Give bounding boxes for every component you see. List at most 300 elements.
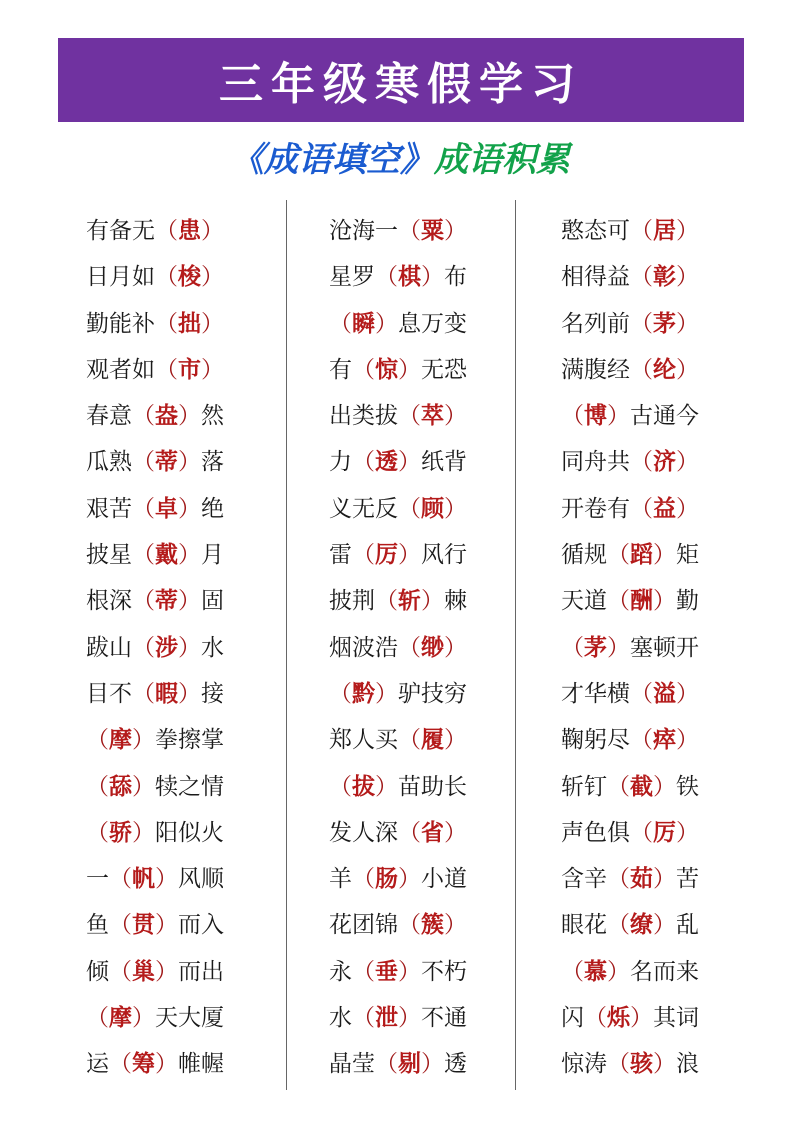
idiom-column-3 [515, 200, 744, 1090]
idiom-row [58, 625, 286, 671]
idiom-text-after: 古通今 [630, 403, 699, 430]
idiom-answer: 溢 [653, 680, 676, 707]
idiom-row [516, 1041, 744, 1087]
idiom-row [287, 578, 515, 624]
idiom-answer: 泄 [375, 1005, 398, 1032]
left-paren: （ [607, 542, 630, 569]
left-paren: （ [352, 866, 375, 893]
right-paren: ） [607, 403, 630, 430]
left-paren: （ [132, 449, 155, 476]
left-paren: （ [109, 912, 132, 939]
idiom-row [287, 625, 515, 671]
idiom-row [516, 949, 744, 995]
idiom-answer: 纶 [653, 356, 676, 383]
idiom-answer: 筹 [132, 1051, 155, 1078]
right-paren: ） [201, 356, 224, 383]
idiom-text-after: 无恐 [421, 356, 467, 383]
right-paren: ） [201, 310, 224, 337]
idiom-row [516, 254, 744, 300]
idiom-column-2 [286, 200, 515, 1090]
right-paren: ） [421, 588, 444, 615]
idiom-text-before: 憨态可 [561, 218, 630, 244]
idiom-text-after: 阳似火 [155, 819, 224, 846]
right-paren: ） [178, 542, 201, 569]
idiom-row [516, 393, 744, 439]
left-paren: （ [607, 588, 630, 615]
idiom-row [516, 208, 744, 254]
right-paren: ） [444, 727, 467, 754]
right-paren: ） [398, 866, 421, 893]
left-paren: （ [109, 866, 132, 893]
idiom-answer: 肠 [375, 866, 398, 893]
left-paren: （ [398, 634, 421, 661]
right-paren: ） [201, 264, 224, 291]
right-paren: ） [444, 218, 467, 244]
idiom-row [58, 578, 286, 624]
right-paren: ） [444, 403, 467, 430]
left-paren: （ [155, 218, 178, 244]
right-paren: ） [155, 958, 178, 985]
idiom-text-before: 眼花 [561, 912, 607, 939]
idiom-answer: 惊 [375, 356, 398, 383]
idiom-row [516, 995, 744, 1041]
left-paren: （ [132, 634, 155, 661]
idiom-text-after: 勤 [676, 588, 699, 615]
left-paren: （ [607, 866, 630, 893]
left-paren: （ [155, 356, 178, 383]
idiom-answer: 拙 [178, 310, 201, 337]
idiom-text-after: 驴技穷 [398, 680, 467, 707]
left-paren: （ [607, 1051, 630, 1078]
idiom-row [287, 439, 515, 485]
left-paren: （ [352, 542, 375, 569]
left-paren: （ [352, 356, 375, 383]
idiom-row [58, 208, 286, 254]
idiom-answer: 棋 [398, 264, 421, 291]
left-paren: （ [607, 912, 630, 939]
subtitle-idiom-accumulation: 成语积累 [434, 140, 570, 180]
idiom-text-after: 然 [201, 403, 224, 430]
right-paren: ） [421, 1051, 444, 1078]
idiom-answer: 厉 [375, 542, 398, 569]
left-paren: （ [398, 495, 421, 522]
idiom-row [516, 671, 744, 717]
left-paren: （ [86, 1005, 109, 1032]
idiom-row [287, 393, 515, 439]
right-paren: ） [676, 819, 699, 846]
idiom-text-before: 有备无 [86, 218, 155, 244]
left-paren: （ [329, 310, 352, 337]
idiom-answer: 盎 [155, 403, 178, 430]
idiom-row [58, 856, 286, 902]
idiom-text-before: 晶莹 [329, 1051, 375, 1078]
idiom-answer: 粟 [421, 218, 444, 244]
left-paren: （ [109, 958, 132, 985]
idiom-text-before: 一 [86, 866, 109, 893]
idiom-text-before: 循规 [561, 542, 607, 569]
right-paren: ） [676, 356, 699, 383]
idiom-text-after: 风顺 [178, 866, 224, 893]
left-paren: （ [561, 634, 584, 661]
right-paren: ） [178, 634, 201, 661]
right-paren: ） [444, 912, 467, 939]
idiom-text-before: 发人深 [329, 819, 398, 846]
idiom-answer: 拔 [352, 773, 375, 800]
idiom-text-after: 塞顿开 [630, 634, 699, 661]
idiom-row [516, 902, 744, 948]
left-paren: （ [630, 819, 653, 846]
right-paren: ） [178, 449, 201, 476]
idiom-text-before: 出类拔 [329, 403, 398, 430]
idiom-text-before: 艰苦 [86, 495, 132, 522]
right-paren: ） [676, 264, 699, 291]
idiom-text-before: 披荆 [329, 588, 375, 615]
idiom-text-after: 透 [444, 1051, 467, 1078]
left-paren: （ [561, 403, 584, 430]
idiom-answer: 缈 [421, 634, 444, 661]
right-paren: ） [178, 403, 201, 430]
idiom-text-after: 不朽 [421, 958, 467, 985]
idiom-text-before: 有 [329, 356, 352, 383]
idiom-answer: 蒂 [155, 588, 178, 615]
idiom-text-after: 犊之情 [155, 773, 224, 800]
idiom-row [287, 856, 515, 902]
idiom-text-before: 勤能补 [86, 310, 155, 337]
idiom-answer: 巢 [132, 958, 155, 985]
idiom-answer: 济 [653, 449, 676, 476]
idiom-text-before: 星罗 [329, 264, 375, 291]
right-paren: ） [630, 1005, 653, 1032]
idiom-text-after: 乱 [676, 912, 699, 939]
idiom-answer: 茅 [584, 634, 607, 661]
idiom-row [58, 810, 286, 856]
page-title: 三年级寒假学习 [219, 59, 583, 110]
idiom-text-before: 声色俱 [561, 819, 630, 846]
idiom-answer: 缭 [630, 912, 653, 939]
right-paren: ） [178, 680, 201, 707]
idiom-row [516, 439, 744, 485]
right-paren: ） [155, 912, 178, 939]
idiom-text-after: 小道 [421, 866, 467, 893]
idiom-answer: 博 [584, 403, 607, 430]
left-paren: （ [352, 958, 375, 985]
right-paren: ） [398, 958, 421, 985]
idiom-text-after: 布 [444, 264, 467, 291]
idiom-text-before: 跋山 [86, 634, 132, 661]
left-paren: （ [630, 356, 653, 383]
left-paren: （ [561, 958, 584, 985]
idiom-row [58, 902, 286, 948]
left-paren: （ [630, 495, 653, 522]
right-paren: ） [607, 958, 630, 985]
idiom-text-after: 天大厦 [155, 1005, 224, 1032]
left-paren: （ [132, 588, 155, 615]
idiom-row [58, 486, 286, 532]
right-paren: ） [178, 495, 201, 522]
right-paren: ） [653, 542, 676, 569]
idiom-answer: 黔 [352, 680, 375, 707]
left-paren: （ [375, 264, 398, 291]
idiom-text-after: 苗助长 [398, 773, 467, 800]
idiom-row [58, 393, 286, 439]
idiom-text-before: 鞠躬尽 [561, 727, 630, 754]
idiom-text-before: 含辛 [561, 866, 607, 893]
right-paren: ） [132, 1005, 155, 1032]
idiom-answer: 贯 [132, 912, 155, 939]
idiom-text-before: 披星 [86, 542, 132, 569]
idiom-answer: 瘁 [653, 727, 676, 754]
idiom-answer: 垂 [375, 958, 398, 985]
right-paren: ） [398, 542, 421, 569]
idiom-answer: 帆 [132, 866, 155, 893]
idiom-text-after: 矩 [676, 542, 699, 569]
idiom-text-after: 铁 [676, 773, 699, 800]
idiom-row [58, 671, 286, 717]
idiom-text-after: 浪 [676, 1051, 699, 1078]
right-paren: ） [375, 680, 398, 707]
left-paren: （ [155, 310, 178, 337]
idiom-text-after: 固 [201, 588, 224, 615]
idiom-text-before: 天道 [561, 588, 607, 615]
idiom-text-before: 羊 [329, 866, 352, 893]
right-paren: ） [653, 588, 676, 615]
left-paren: （ [375, 588, 398, 615]
idiom-answer: 截 [630, 773, 653, 800]
right-paren: ） [444, 495, 467, 522]
idiom-answer: 居 [653, 218, 676, 244]
idiom-answer: 市 [178, 356, 201, 383]
idiom-row [287, 810, 515, 856]
left-paren: （ [584, 1005, 607, 1032]
left-paren: （ [132, 403, 155, 430]
right-paren: ） [653, 866, 676, 893]
idiom-text-before: 日月如 [86, 264, 155, 291]
idiom-text-before: 雷 [329, 542, 352, 569]
idiom-text-after: 而出 [178, 958, 224, 985]
idiom-text-before: 开卷有 [561, 495, 630, 522]
idiom-row [58, 949, 286, 995]
idiom-text-after: 苦 [676, 866, 699, 893]
idiom-answer: 彰 [653, 264, 676, 291]
idiom-text-before: 目不 [86, 680, 132, 707]
idiom-grid [58, 200, 744, 1090]
right-paren: ） [132, 727, 155, 754]
idiom-row [287, 486, 515, 532]
left-paren: （ [630, 218, 653, 244]
idiom-answer: 烁 [607, 1005, 630, 1032]
idiom-row [287, 764, 515, 810]
idiom-text-before: 倾 [86, 958, 109, 985]
left-paren: （ [607, 773, 630, 800]
right-paren: ） [653, 912, 676, 939]
left-paren: （ [132, 495, 155, 522]
idiom-answer: 卓 [155, 495, 178, 522]
idiom-row [516, 578, 744, 624]
idiom-answer: 茹 [630, 866, 653, 893]
idiom-row [287, 1041, 515, 1087]
idiom-row [287, 671, 515, 717]
idiom-text-before: 义无反 [329, 495, 398, 522]
idiom-answer: 簇 [421, 912, 444, 939]
idiom-answer: 剔 [398, 1051, 421, 1078]
idiom-answer: 萃 [421, 403, 444, 430]
idiom-text-before: 才华横 [561, 680, 630, 707]
idiom-text-before: 名列前 [561, 310, 630, 337]
idiom-answer: 暇 [155, 680, 178, 707]
left-paren: （ [86, 727, 109, 754]
idiom-text-after: 息万变 [398, 310, 467, 337]
idiom-answer: 骇 [630, 1051, 653, 1078]
idiom-text-after: 拳擦掌 [155, 727, 224, 754]
idiom-row [516, 810, 744, 856]
idiom-text-after: 绝 [201, 495, 224, 522]
idiom-answer: 酬 [630, 588, 653, 615]
idiom-answer: 顾 [421, 495, 444, 522]
left-paren: （ [155, 264, 178, 291]
right-paren: ） [607, 634, 630, 661]
idiom-text-before: 根深 [86, 588, 132, 615]
idiom-row [287, 301, 515, 347]
idiom-row [58, 439, 286, 485]
idiom-row [58, 532, 286, 578]
left-paren: （ [398, 727, 421, 754]
right-paren: ） [653, 1051, 676, 1078]
idiom-answer: 履 [421, 727, 444, 754]
right-paren: ） [444, 819, 467, 846]
idiom-answer: 患 [178, 218, 201, 244]
idiom-text-before: 水 [329, 1005, 352, 1032]
idiom-answer: 慕 [584, 958, 607, 985]
idiom-row [287, 949, 515, 995]
idiom-row [287, 717, 515, 763]
idiom-row [516, 532, 744, 578]
idiom-text-before: 瓜熟 [86, 449, 132, 476]
right-paren: ） [132, 819, 155, 846]
idiom-text-before: 力 [329, 449, 352, 476]
idiom-answer: 蒂 [155, 449, 178, 476]
idiom-row [516, 347, 744, 393]
idiom-answer: 瞬 [352, 310, 375, 337]
idiom-text-before: 观者如 [86, 356, 155, 383]
idiom-column-1 [58, 200, 286, 1090]
right-paren: ） [653, 773, 676, 800]
idiom-answer: 省 [421, 819, 444, 846]
idiom-answer: 茅 [653, 310, 676, 337]
idiom-answer: 骄 [109, 819, 132, 846]
idiom-row [58, 764, 286, 810]
right-paren: ） [676, 449, 699, 476]
idiom-answer: 摩 [109, 1005, 132, 1032]
idiom-row [58, 1041, 286, 1087]
idiom-text-after: 其词 [653, 1005, 699, 1032]
idiom-row [287, 995, 515, 1041]
idiom-text-before: 惊涛 [561, 1051, 607, 1078]
idiom-text-before: 闪 [561, 1005, 584, 1032]
idiom-text-before: 满腹经 [561, 356, 630, 383]
left-paren: （ [86, 773, 109, 800]
idiom-row [287, 254, 515, 300]
left-paren: （ [630, 264, 653, 291]
idiom-text-before: 郑人买 [329, 727, 398, 754]
left-paren: （ [132, 680, 155, 707]
right-paren: ） [201, 218, 224, 244]
idiom-text-before: 春意 [86, 403, 132, 430]
left-paren: （ [352, 449, 375, 476]
idiom-row [58, 301, 286, 347]
right-paren: ） [375, 773, 398, 800]
idiom-text-before: 斩钉 [561, 773, 607, 800]
right-paren: ） [676, 727, 699, 754]
right-paren: ） [676, 495, 699, 522]
left-paren: （ [398, 819, 421, 846]
idiom-answer: 蹈 [630, 542, 653, 569]
title-banner [58, 38, 744, 122]
idiom-answer: 斩 [398, 588, 421, 615]
idiom-answer: 益 [653, 495, 676, 522]
idiom-text-before: 沧海一 [329, 218, 398, 244]
left-paren: （ [398, 403, 421, 430]
idiom-text-before: 鱼 [86, 912, 109, 939]
idiom-answer: 舔 [109, 773, 132, 800]
idiom-text-before: 永 [329, 958, 352, 985]
left-paren: （ [132, 542, 155, 569]
idiom-answer: 戴 [155, 542, 178, 569]
left-paren: （ [329, 773, 352, 800]
right-paren: ） [398, 356, 421, 383]
idiom-row [58, 717, 286, 763]
right-paren: ） [676, 218, 699, 244]
left-paren: （ [630, 449, 653, 476]
right-paren: ） [676, 310, 699, 337]
idiom-row [516, 486, 744, 532]
idiom-answer: 厉 [653, 819, 676, 846]
right-paren: ） [132, 773, 155, 800]
idiom-text-after: 接 [201, 680, 224, 707]
idiom-row [58, 995, 286, 1041]
left-paren: （ [109, 1051, 132, 1078]
right-paren: ） [178, 588, 201, 615]
right-paren: ） [444, 634, 467, 661]
idiom-answer: 摩 [109, 727, 132, 754]
idiom-row [516, 856, 744, 902]
idiom-row [287, 532, 515, 578]
right-paren: ） [155, 866, 178, 893]
idiom-text-after: 而入 [178, 912, 224, 939]
idiom-text-after: 名而来 [630, 958, 699, 985]
right-paren: ） [676, 680, 699, 707]
idiom-row [516, 301, 744, 347]
left-paren: （ [630, 680, 653, 707]
left-paren: （ [630, 727, 653, 754]
left-paren: （ [630, 310, 653, 337]
idiom-answer: 梭 [178, 264, 201, 291]
idiom-text-after: 不通 [421, 1005, 467, 1032]
idiom-row [287, 208, 515, 254]
idiom-row [516, 717, 744, 763]
left-paren: （ [398, 218, 421, 244]
right-paren: ） [421, 264, 444, 291]
left-paren: （ [352, 1005, 375, 1032]
idiom-text-after: 月 [201, 542, 224, 569]
right-paren: ） [375, 310, 398, 337]
idiom-row [287, 347, 515, 393]
idiom-text-after: 棘 [444, 588, 467, 615]
idiom-text-before: 相得益 [561, 264, 630, 291]
idiom-answer: 透 [375, 449, 398, 476]
idiom-row [516, 625, 744, 671]
idiom-text-before: 运 [86, 1051, 109, 1078]
idiom-row [516, 764, 744, 810]
